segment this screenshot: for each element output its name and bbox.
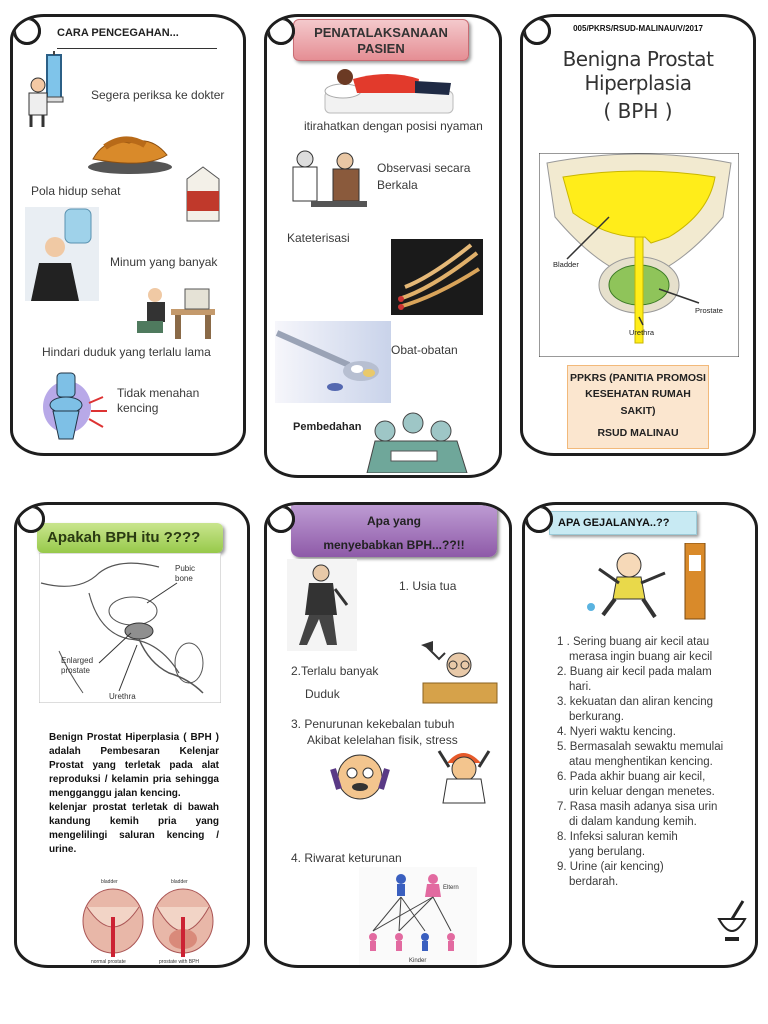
patient-resting-illustration [319, 61, 459, 121]
surgery-team-illustration [361, 401, 471, 473]
toilet-illustration [39, 367, 109, 447]
panel-treatment [264, 14, 502, 478]
label-prostate: Prostate [695, 306, 723, 315]
panel-cover [520, 14, 756, 456]
mortar-pestle-icon [715, 899, 749, 945]
medicine-spoon-illustration [275, 321, 391, 403]
treatment-item-surgery: Pembedahan [293, 421, 362, 433]
prevention-title: CARA PENCEGAHAN... [57, 27, 217, 49]
catheter-illustration [391, 239, 483, 315]
tree-label-parents: Eltern [443, 885, 459, 891]
bph-definition: Benign Prostat Hiperplasia ( BPH ) adalah Pembesaran Kelenjar Prostat yang terletak pada alat reproduksi / kelamin pria sehingga mengganggu jalan kencing. [49, 732, 219, 799]
panel-causes [264, 502, 512, 968]
milk-carton-illustration [183, 165, 223, 223]
organizer-line-4: RSUD MALINAU [597, 426, 679, 439]
label-bladder: Bladder [553, 260, 579, 269]
fried-food-illustration [85, 129, 175, 175]
cause-immunity-line-1: 3. Penurunan kekebalan tubuh [291, 717, 455, 731]
prevention-item-doctor: Segera periksa ke dokter [91, 88, 225, 102]
symptom-item: 3. kekuatan dan aliran kencing berkurang. [557, 696, 713, 723]
panel-symptoms [522, 502, 758, 968]
symptom-item: 2. Buang air kecil pada malam hari. [557, 666, 712, 693]
cover-title: Benigna Prostat Hiperplasia [562, 47, 714, 95]
man-at-desk-illustration [417, 639, 501, 711]
treatment-title: PENATALAKSANAAN PASIEN [293, 19, 469, 61]
prevention-item-sitting: Hindari duduk yang terlalu lama [42, 345, 211, 359]
urgent-toilet-illustration [585, 543, 709, 623]
label-enlarged: Enlarged [61, 656, 94, 665]
fig-label-bph: prostate with BPH [159, 959, 200, 965]
fig-label-bladder-right: bladder [171, 879, 188, 885]
organizer-line-3: SAKIT) [620, 404, 656, 417]
causes-title [291, 502, 497, 557]
cause-sitting-line-1: 2.Terlalu banyak [291, 664, 379, 678]
treatment-item-medicine: Obat-obatan [391, 343, 458, 357]
panel-what-is-bph [14, 502, 250, 968]
symptom-item: 1 . Sering buang air kecil atau merasa ingin buang air kecil [557, 636, 713, 663]
bladder-prostate-diagram [539, 153, 739, 357]
man-drinking-water-illustration [25, 207, 99, 301]
causes-title-line-1: Apa yang [366, 514, 421, 528]
symptom-item: 9. Urine (air kencing) berdarah. [557, 861, 664, 888]
treatment-item-catheter: Kateterisasi [287, 231, 350, 245]
normal-vs-bph-prostate-figure [79, 877, 217, 965]
doctor-syringe-illustration [21, 51, 85, 129]
organizer-line-2: KESEHATAN RUMAH [585, 388, 691, 401]
symptom-list [557, 635, 757, 890]
symptom-item: 5. Bermasalah sewaktu memulai atau menghentikan kencing. [557, 741, 724, 768]
prostate-location: kelenjar prostat terletak di bawah kandung kemih pria yang mengelilingi saluran kencing / urine. [49, 802, 219, 855]
cause-immunity-line-2: Akibat kelelahan fisik, stress [307, 733, 458, 747]
stressed-face-illustration [325, 749, 395, 803]
symptoms-title: APA GEJALANYA..?? [549, 511, 697, 535]
cause-age: 1. Usia tua [399, 579, 457, 593]
prevention-item-drink: Minum yang banyak [110, 255, 218, 269]
organizer-box [567, 365, 709, 449]
label-pubic: Pubic [175, 564, 196, 573]
label-prostate: prostate [61, 666, 90, 675]
symptom-item: 8. Infeksi saluran kemih yang berulang. [557, 831, 678, 858]
male-anatomy-diagram [39, 553, 221, 703]
tree-label-children: Kinder [409, 958, 427, 964]
what-is-title: Apakah BPH itu ???? [37, 523, 223, 553]
old-man-illustration [287, 559, 357, 651]
prevention-item-hold: Tidak menahan kencing [117, 386, 200, 415]
label-urethra: Urethra [109, 692, 136, 701]
cause-sitting-line-2: Duduk [305, 687, 340, 701]
symptom-item: 4. Nyeri waktu kencing. [557, 726, 676, 738]
document-code: 005/PKRS/RSUD-MALINAU/V/2017 [573, 24, 703, 33]
cause-heredity: 4. Riwarat keturunan [291, 851, 402, 865]
causes-title-line-2: menyebabkan BPH...??!! [323, 538, 465, 552]
symptom-item: 6. Pada akhir buang air kecil, urin keluar dengan menetes. [557, 771, 715, 798]
organizer-line-1: PPKRS (PANITIA PROMOSI [570, 372, 706, 384]
treatment-item-rest: itirahatkan dengan posisi nyaman [304, 119, 483, 133]
symptom-item: 7. Rasa masih adanya sisa urin di dalam kandung kemih. [557, 801, 718, 828]
doctor-consultation-illustration [281, 145, 373, 217]
fig-label-normal: normal prostate [91, 959, 126, 965]
label-bone: bone [175, 574, 193, 583]
prevention-item-lifestyle: Pola hidup sehat [31, 184, 121, 198]
frustrated-man-illustration [433, 743, 495, 805]
label-urethra: Urethra [629, 328, 655, 337]
cover-subtitle: ( BPH ) [603, 99, 673, 123]
panel-prevention [10, 14, 246, 456]
family-tree-illustration [359, 867, 477, 965]
office-worker-illustration [131, 281, 217, 341]
treatment-item-observe: Observasi secara Berkala [377, 161, 471, 192]
fig-label-bladder-left: bladder [101, 879, 118, 885]
